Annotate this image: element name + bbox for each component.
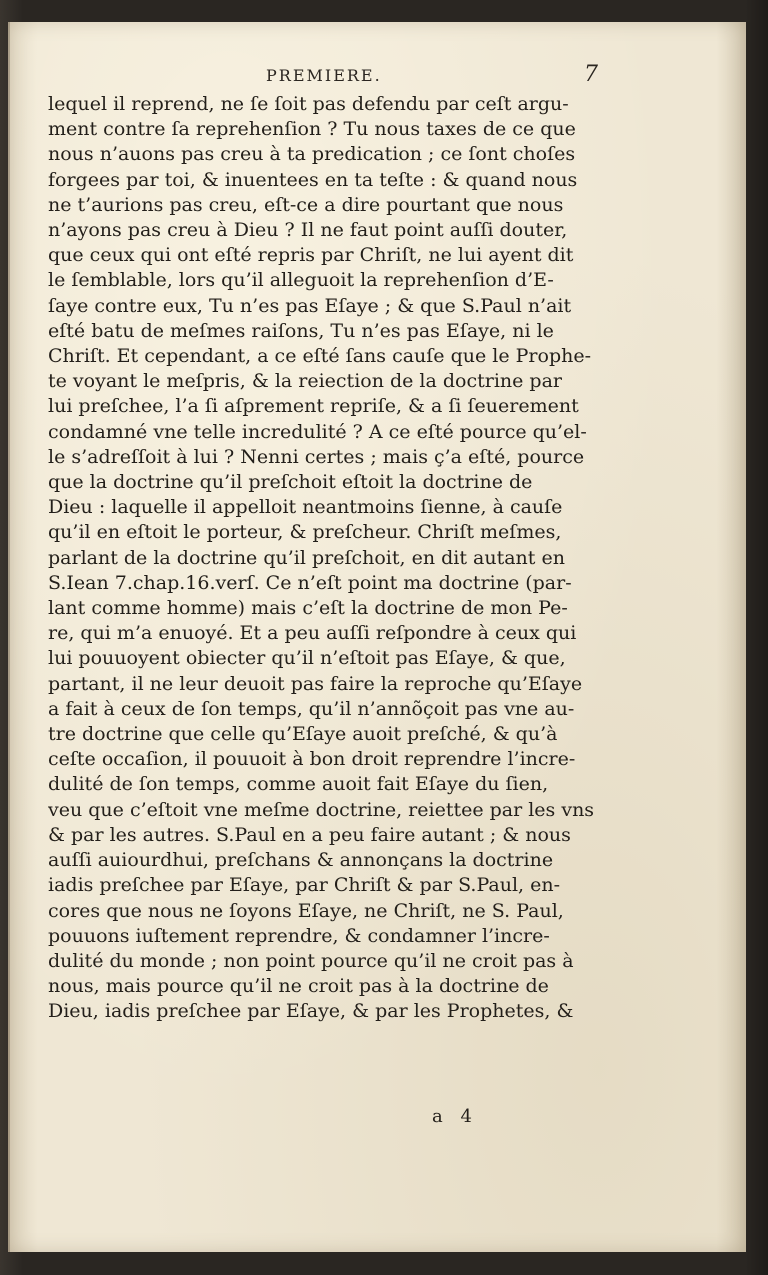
- text-line: ceſte occaſion, il pouuoit à bon droit reprendre l’incre-: [48, 748, 576, 771]
- text-line: a fait à ceux de ſon temps, qu’il n’annõçoit pas vne au-: [48, 697, 575, 720]
- text-line: n’ayons pas creu à Dieu ? Il ne faut point auſſi douter,: [48, 219, 568, 242]
- text-line: pouuons iuſtement reprendre, & condamner l’incre-: [48, 924, 550, 947]
- text-line: parlant de la doctrine qu’il preſchoit, en dit autant en: [48, 546, 565, 569]
- text-line: veu que c’eſtoit vne meſme doctrine, reiettee par les vns: [48, 798, 595, 821]
- text-line: tre doctrine que celle qu’Eſaye auoit preſché, & qu’à: [48, 723, 558, 746]
- text-line: S.Iean 7.chap.16.verſ. Ce n’eſt point ma doctrine (par-: [48, 571, 572, 594]
- body-text: [48, 92, 628, 1025]
- text-line: partant, il ne leur deuoit pas faire la reproche qu’Eſaye: [48, 672, 583, 695]
- text-line: eſté batu de meſmes raiſons, Tu n’es pas Eſaye, ni le: [48, 319, 554, 342]
- text-line: auſſi auiourdhui, preſchans & annonçans la doctrine: [48, 849, 554, 872]
- signature-mark: a 4: [432, 1106, 478, 1127]
- text-line: forgees par toi, & inuentees en ta teſte : & quand nous: [48, 168, 578, 191]
- text-line: lui pouuoyent obiecter qu’il n’eſtoit pas Eſaye, & que,: [48, 647, 566, 670]
- text-line: ne t’aurions pas creu, eſt-ce a dire pourtant que nous: [48, 193, 564, 216]
- text-line: nous n’auons pas creu à ta predication ; ce ſont choſes: [48, 143, 576, 166]
- text-line: qu’il en eſtoit le porteur, & preſcheur. Chriſt meſmes,: [48, 521, 562, 544]
- text-line: nous, mais pource qu’il ne croit pas à la doctrine de: [48, 975, 549, 998]
- text-line: re, qui m’a enuoyé. Et a peu auſſi reſpondre à ceux qui: [48, 622, 577, 645]
- text-line: cores que nous ne ſoyons Eſaye, ne Chriſt, ne S. Paul,: [48, 899, 564, 922]
- text-line: Chriſt. Et cependant, a ce eſté ſans cauſe que le Prophe-: [48, 345, 592, 368]
- text-line: condamné vne telle incredulité ? A ce eſté pource qu’el-: [48, 420, 587, 443]
- text-line: & par les autres. S.Paul en a peu faire autant ; & nous: [48, 823, 571, 846]
- book-page: [8, 22, 746, 1252]
- text-line: le s’adreſſoit à lui ? Nenni certes ; mais ç’a eſté, pource: [48, 445, 585, 468]
- text-line: Dieu : laquelle il appelloit neantmoins ſienne, à cauſe: [48, 496, 563, 519]
- page-number: 7: [584, 62, 598, 87]
- text-line: lui preſchee, l’a ſi aſprement repriſe, & a ſi ſeuerement: [48, 395, 579, 418]
- text-line: dulité de ſon temps, comme auoit fait Eſaye du ſien,: [48, 773, 549, 796]
- page-edge: [8, 22, 10, 1252]
- text-line: te voyant le meſpris, & la reiection de la doctrine par: [48, 370, 563, 393]
- text-line: Dieu, iadis preſchee par Eſaye, & par les Prophetes, &: [48, 1000, 574, 1023]
- text-line: lant comme homme) mais c’eſt la doctrine de mon Pe-: [48, 597, 568, 620]
- text-line: ment contre ſa reprehenſion ? Tu nous taxes de ce que: [48, 118, 576, 141]
- text-line: le ſemblable, lors qu’il alleguoit la reprehenſion d’E-: [48, 269, 554, 292]
- text-line: que ceux qui ont eſté repris par Chriſt, ne lui ayent dit: [48, 244, 574, 267]
- text-line: lequel il reprend, ne ſe ſoit pas defendu par ceſt argu-: [48, 93, 569, 115]
- text-line: que la doctrine qu’il preſchoit eſtoit la doctrine de: [48, 471, 533, 494]
- text-line: dulité du monde ; non point pource qu’il ne croit pas à: [48, 949, 574, 972]
- running-head: [8, 64, 746, 88]
- text-line: ſaye contre eux, Tu n’es pas Eſaye ; & que S.Paul n’ait: [48, 294, 572, 317]
- running-head-title: PREMIERE.: [266, 66, 382, 85]
- text-line: iadis preſchee par Eſaye, par Chriſt & par S.Paul, en-: [48, 874, 561, 897]
